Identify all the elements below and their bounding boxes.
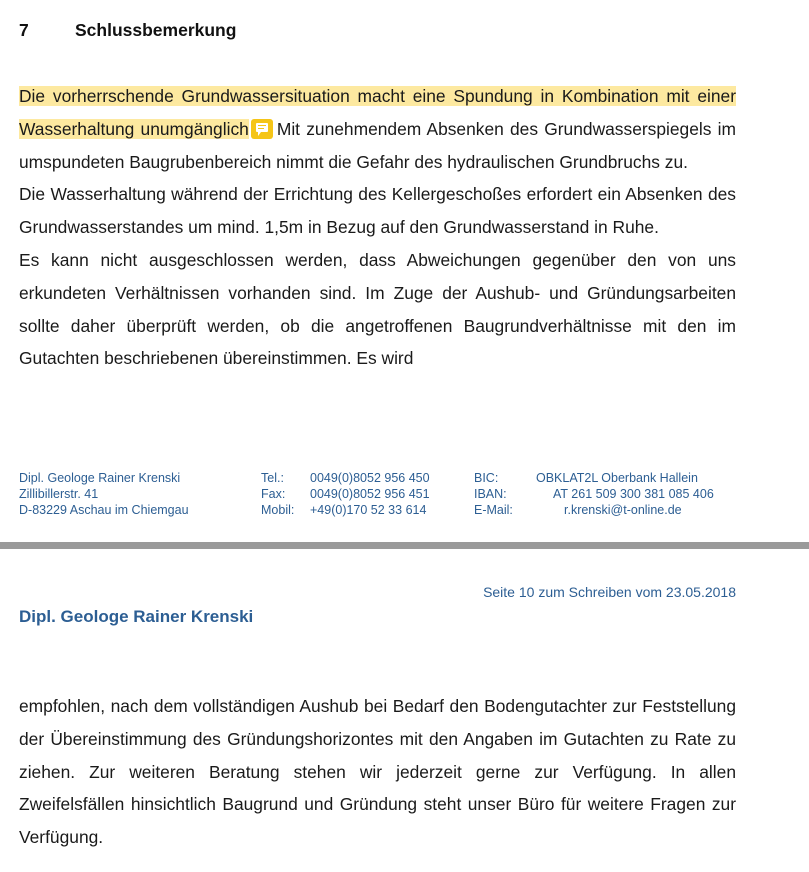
footer-address (19, 470, 259, 518)
paragraph-1-text: Mit zunehmendem Absenken des Grundwasserspiegels im umspundeten Baugrubenbereich nimmt die Gefahr des hydraulischen Grundbruchs zu. (19, 118, 736, 172)
section-number: 7 (19, 20, 29, 40)
page-separator (0, 542, 809, 549)
paragraph-2: Die Wasserhaltung während der Errichtung des Kellergeschoßes erfordert ein Absenken des Grundwasserstandes um mind. 1,5m in Bezug auf den Grundwasserstand in Ruhe. (19, 184, 736, 238)
footer-bic: OBKLAT2L Oberbank Hallein (536, 471, 698, 485)
sender-name: Dipl. Geologe Rainer Krenski (19, 607, 254, 626)
footer-mobile: +49(0)170 52 33 614 (310, 503, 427, 517)
footer-phone: 0049(0)8052 956 450 (310, 471, 430, 485)
page-header-reference: Seite 10 zum Schreiben vom 23.05.2018 (483, 584, 736, 600)
footer-label: Tel.: (261, 471, 284, 485)
footer-label: Fax: (261, 487, 286, 501)
highlighted-text[interactable]: Die vorherrschende Grundwassersituation macht eine Spundung in Kombination mit einer Wasserhaltung unumgänglich (19, 86, 736, 139)
paragraph-1 (19, 80, 736, 178)
footer-label: IBAN: (474, 487, 507, 501)
footer-contact-labels (261, 470, 309, 518)
footer-address-line: Dipl. Geologe Rainer Krenski (19, 471, 181, 485)
footer-label: BIC: (474, 471, 499, 485)
footer-fax: 0049(0)8052 956 451 (310, 487, 430, 501)
footer-address-line: D-83229 Aschau im Chiemgau (19, 503, 189, 517)
footer-label: E-Mail: (474, 503, 513, 517)
section-title: Schlussbemerkung (75, 20, 237, 40)
comment-icon[interactable] (251, 119, 273, 139)
footer-contact-values (310, 470, 470, 518)
paragraph-3: Es kann nicht ausgeschlossen werden, dass Abweichungen gegenüber den von uns erkundeten Verhältnissen vorhanden sind. Im Zuge der Aushub- und Gründungsarbeiten sollte daher überprüft werden, ob die angetroffenen Baugrundverhältnisse mit den im Gutachten beschriebenen übereinstimmen. Es wird (19, 249, 736, 369)
document-page-2 (0, 549, 809, 872)
footer-label: Mobil: (261, 503, 295, 517)
footer-address-line: Zillibillerstr. 41 (19, 487, 99, 501)
footer-bank-values (517, 470, 777, 518)
section-heading (19, 20, 236, 41)
paragraph-4: empfohlen, nach dem vollständigen Aushub bei Bedarf den Bodengutachter zur Feststellung der Übereinstimmung des Gründungshorizontes mit den Angaben im Gutachten zu Rate zu ziehen. Zur weiteren Beratung stehen wir jederzeit gerne zur Verfügung. In allen Zweifelsfällen hinsichtlich Baugrund und Gründung steht unser Büro für weitere Fragen zur Verfügung. (19, 696, 736, 848)
body-text-page-2 (19, 690, 736, 854)
footer-email-link[interactable]: r.krenski@t-online.de (564, 503, 682, 517)
body-text (19, 80, 736, 375)
footer-iban: AT 261 509 300 381 085 406 (553, 487, 714, 501)
